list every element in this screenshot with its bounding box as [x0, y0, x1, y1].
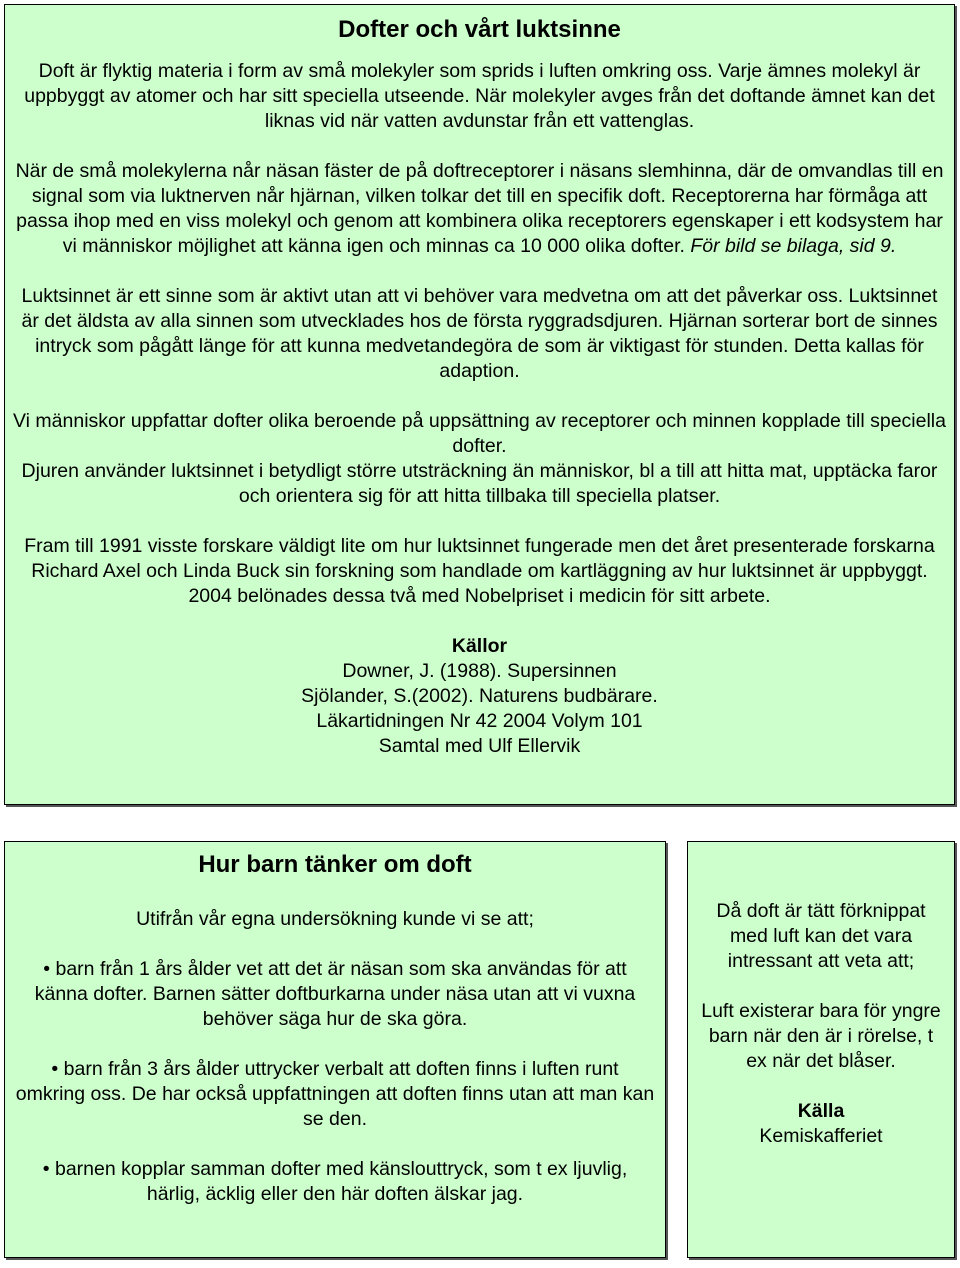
paragraph-perception: [13, 409, 946, 509]
paragraph-receptors-text: När de små molekylerna når näsan fäster de på doftreceptorer i näsans slemhinna, där de omvandlas till en signal som via luktnerven når hjärnan, vilken tolkar det till en specifik doft. Receptorerna har förmåga att passa ihop med en viss molekyl och genom att kombinera olika receptorers egenskaper i ett kodsystem har vi människor möjlighet att känna igen och minnas ca 10 000 olika dofter.: [15, 160, 944, 257]
paragraph-nobel: Fram till 1991 visste forskare väldigt lite om hur luktsinnet fungerade men det året presenterade forskarna Richard Axel och Linda Buck sin forskning som handlade om kartläggning av hur luktsinnet är uppbyggt. 2004 belönades dessa två med Nobelpriset i medicin för sitt arbete.: [24, 535, 935, 607]
source-item: Samtal med Ulf Ellervik: [378, 735, 581, 757]
children-title: Hur barn tänker om doft: [198, 851, 472, 878]
figure-reference: För bild se bilaga, sid 9.: [690, 235, 897, 257]
article-box: [4, 4, 955, 805]
children-box: [4, 841, 666, 1258]
sources: [13, 634, 946, 759]
source-item: Downer, J. (1988). Supersinnen: [342, 660, 617, 682]
bullet-item: • barn från 3 års ålder uttrycker verbalt att doften finns i luften runt omkring oss. De har också uppfattningen att doften finns utan att man kan se den.: [15, 1058, 655, 1130]
paragraph-perception-humans: Vi människor uppfattar dofter olika beroende på uppsättning av receptorer och minnen kopplade till speciella dofter.: [13, 410, 946, 457]
children-intro: Utifrån vår egna undersökning kunde vi se att;: [136, 908, 534, 930]
side-box: [687, 841, 955, 1258]
side-intro: Då doft är tätt förknippat med luft kan det vara intressant att veta att;: [716, 900, 926, 972]
paragraph-intro: Doft är flyktig materia i form av små molekyler som sprids i luften omkring oss. Varje ämnes molekyl är uppbyggt av atomer och har sitt speciella utseende. När molekyler avges från det doftande ämnet kan det liknas vid när vatten avdunstar från ett vattenglas.: [24, 60, 935, 132]
article-title: Dofter och vårt luktsinne: [338, 16, 621, 43]
side-source: Kemiskafferiet: [759, 1125, 883, 1147]
side-fact: Luft existerar bara för yngre barn när den är i rörelse, t ex när det blåser.: [701, 1000, 941, 1072]
side-source-heading: Källa: [797, 1100, 845, 1122]
bullet-item: • barn från 1 års ålder vet att det är näsan som ska användas för att känna dofter. Barnen sätter doftburkarna under näsa utan att vi vuxna behöver säga hur de ska göra.: [34, 958, 636, 1030]
bullet-item: • barnen kopplar samman dofter med känslouttryck, som t ex ljuvlig, härlig, äcklig eller den här doften älskar jag.: [42, 1158, 628, 1205]
paragraph-adaption: Luktsinnet är ett sinne som är aktivt utan att vi behöver vara medvetna om att det påverkar oss. Luktsinnet är det äldsta av alla sinnen som utvecklades hos de första ryggradsdjuren. Hjärnan sorterar bort de sinnes intryck som pågått länge för att kunna medvetandegöra de som är viktigast för stunden. Detta kallas för adaption.: [21, 285, 938, 382]
source-item: Sjölander, S.(2002). Naturens budbärare.: [301, 685, 658, 707]
paragraph-receptors: [13, 159, 946, 259]
paragraph-perception-animals: Djuren använder luktsinnet i betydligt större utsträckning än människor, bl a till att hitta mat, upptäcka faror och orientera sig för att hitta tillbaka till speciella platser.: [21, 460, 938, 507]
source-item: Läkartidningen Nr 42 2004 Volym 101: [316, 710, 643, 732]
sources-heading: Källor: [451, 635, 508, 657]
